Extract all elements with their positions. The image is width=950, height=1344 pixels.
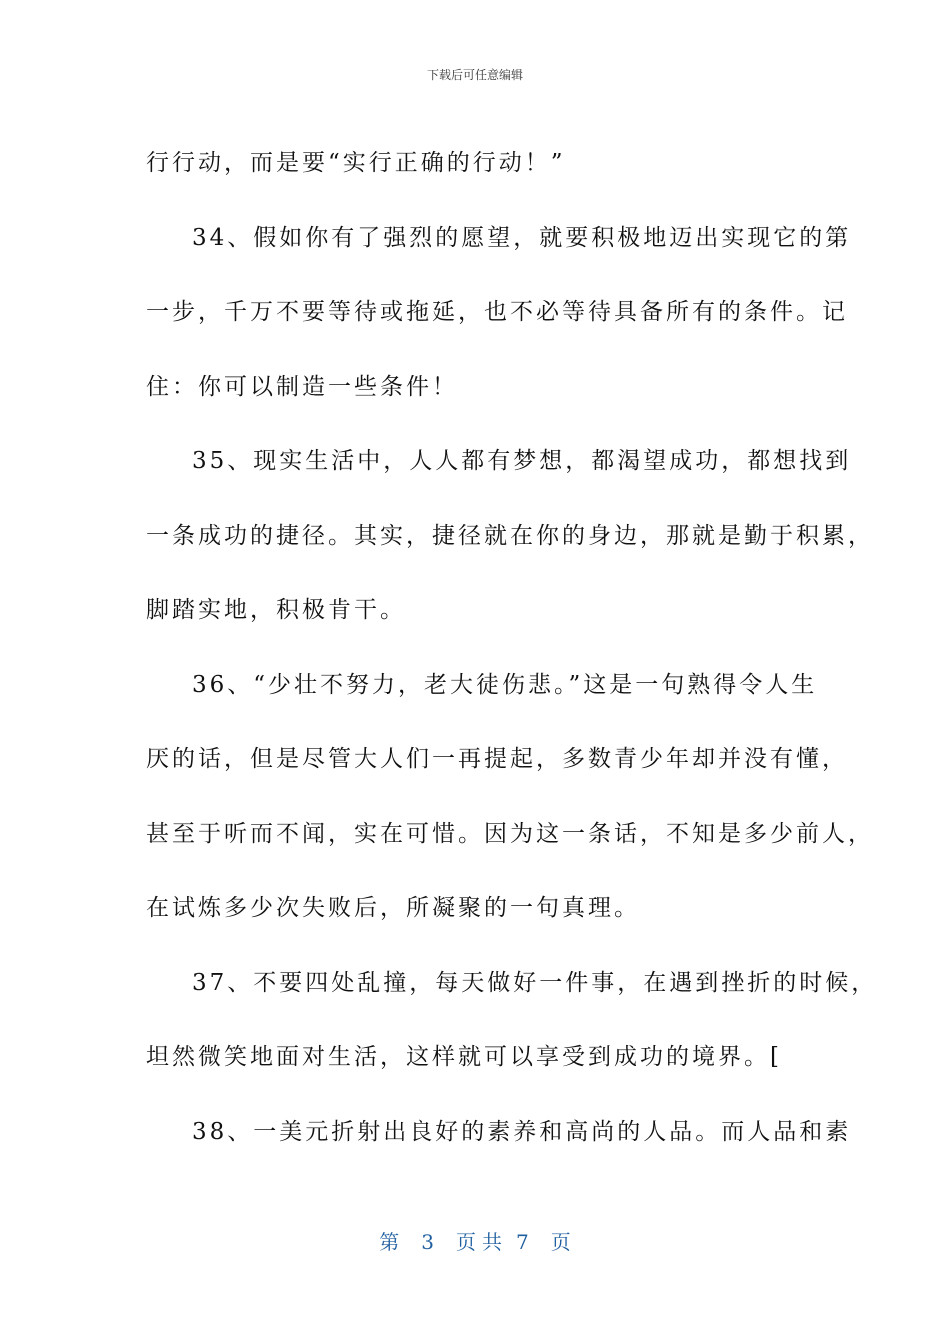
page-footer — [0, 1226, 950, 1255]
text-line: 一步，千万不要等待或拖延，也不必等待具备所有的条件。记 — [146, 299, 848, 325]
text-line: 35、现实生活中，人人都有梦想，都渴望成功，都想找到 — [192, 448, 852, 474]
footer-total-pages: 7 — [516, 1230, 529, 1254]
text-line: 37、不要四处乱撞，每天做好一件事，在遇到挫折的时候， — [192, 969, 878, 996]
text-line: 脚踏实地，积极肯干。 — [146, 597, 406, 623]
footer-prefix: 第 — [379, 1230, 400, 1254]
text-line: 行行动，而是要“实行正确的行动！” — [146, 150, 566, 176]
text-line: 坦然微笑地面对生活，这样就可以享受到成功的境界。[ — [146, 1044, 782, 1070]
text-line: 甚至于听而不闻，实在可惜。因为这一条话，不知是多少前人， — [146, 820, 874, 847]
text-line: 34、假如你有了强烈的愿望，就要积极地迈出实现它的第 — [192, 224, 852, 251]
document-body — [146, 126, 878, 1169]
footer-current-page: 3 — [421, 1230, 434, 1254]
text-line: 36、“少壮不努力，老大徒伤悲。”这是一句熟得令人生 — [192, 671, 818, 698]
text-line: 一条成功的捷径。其实，捷径就在你的身边，那就是勤于积累， — [146, 522, 874, 549]
text-line: 厌的话，但是尽管大人们一再提起，多数青少年却并没有懂， — [146, 746, 848, 772]
page-header-note: 下载后可任意编辑 — [426, 68, 523, 82]
text-line: 住：你可以制造一些条件！ — [146, 373, 458, 400]
text-line: 38、一美元折射出良好的素养和高尚的人品。而人品和素 — [192, 1118, 852, 1145]
footer-suffix: 页 — [550, 1230, 571, 1254]
footer-middle: 页共 — [456, 1230, 508, 1254]
text-line: 在试炼多少次失败后，所凝聚的一句真理。 — [146, 895, 640, 921]
